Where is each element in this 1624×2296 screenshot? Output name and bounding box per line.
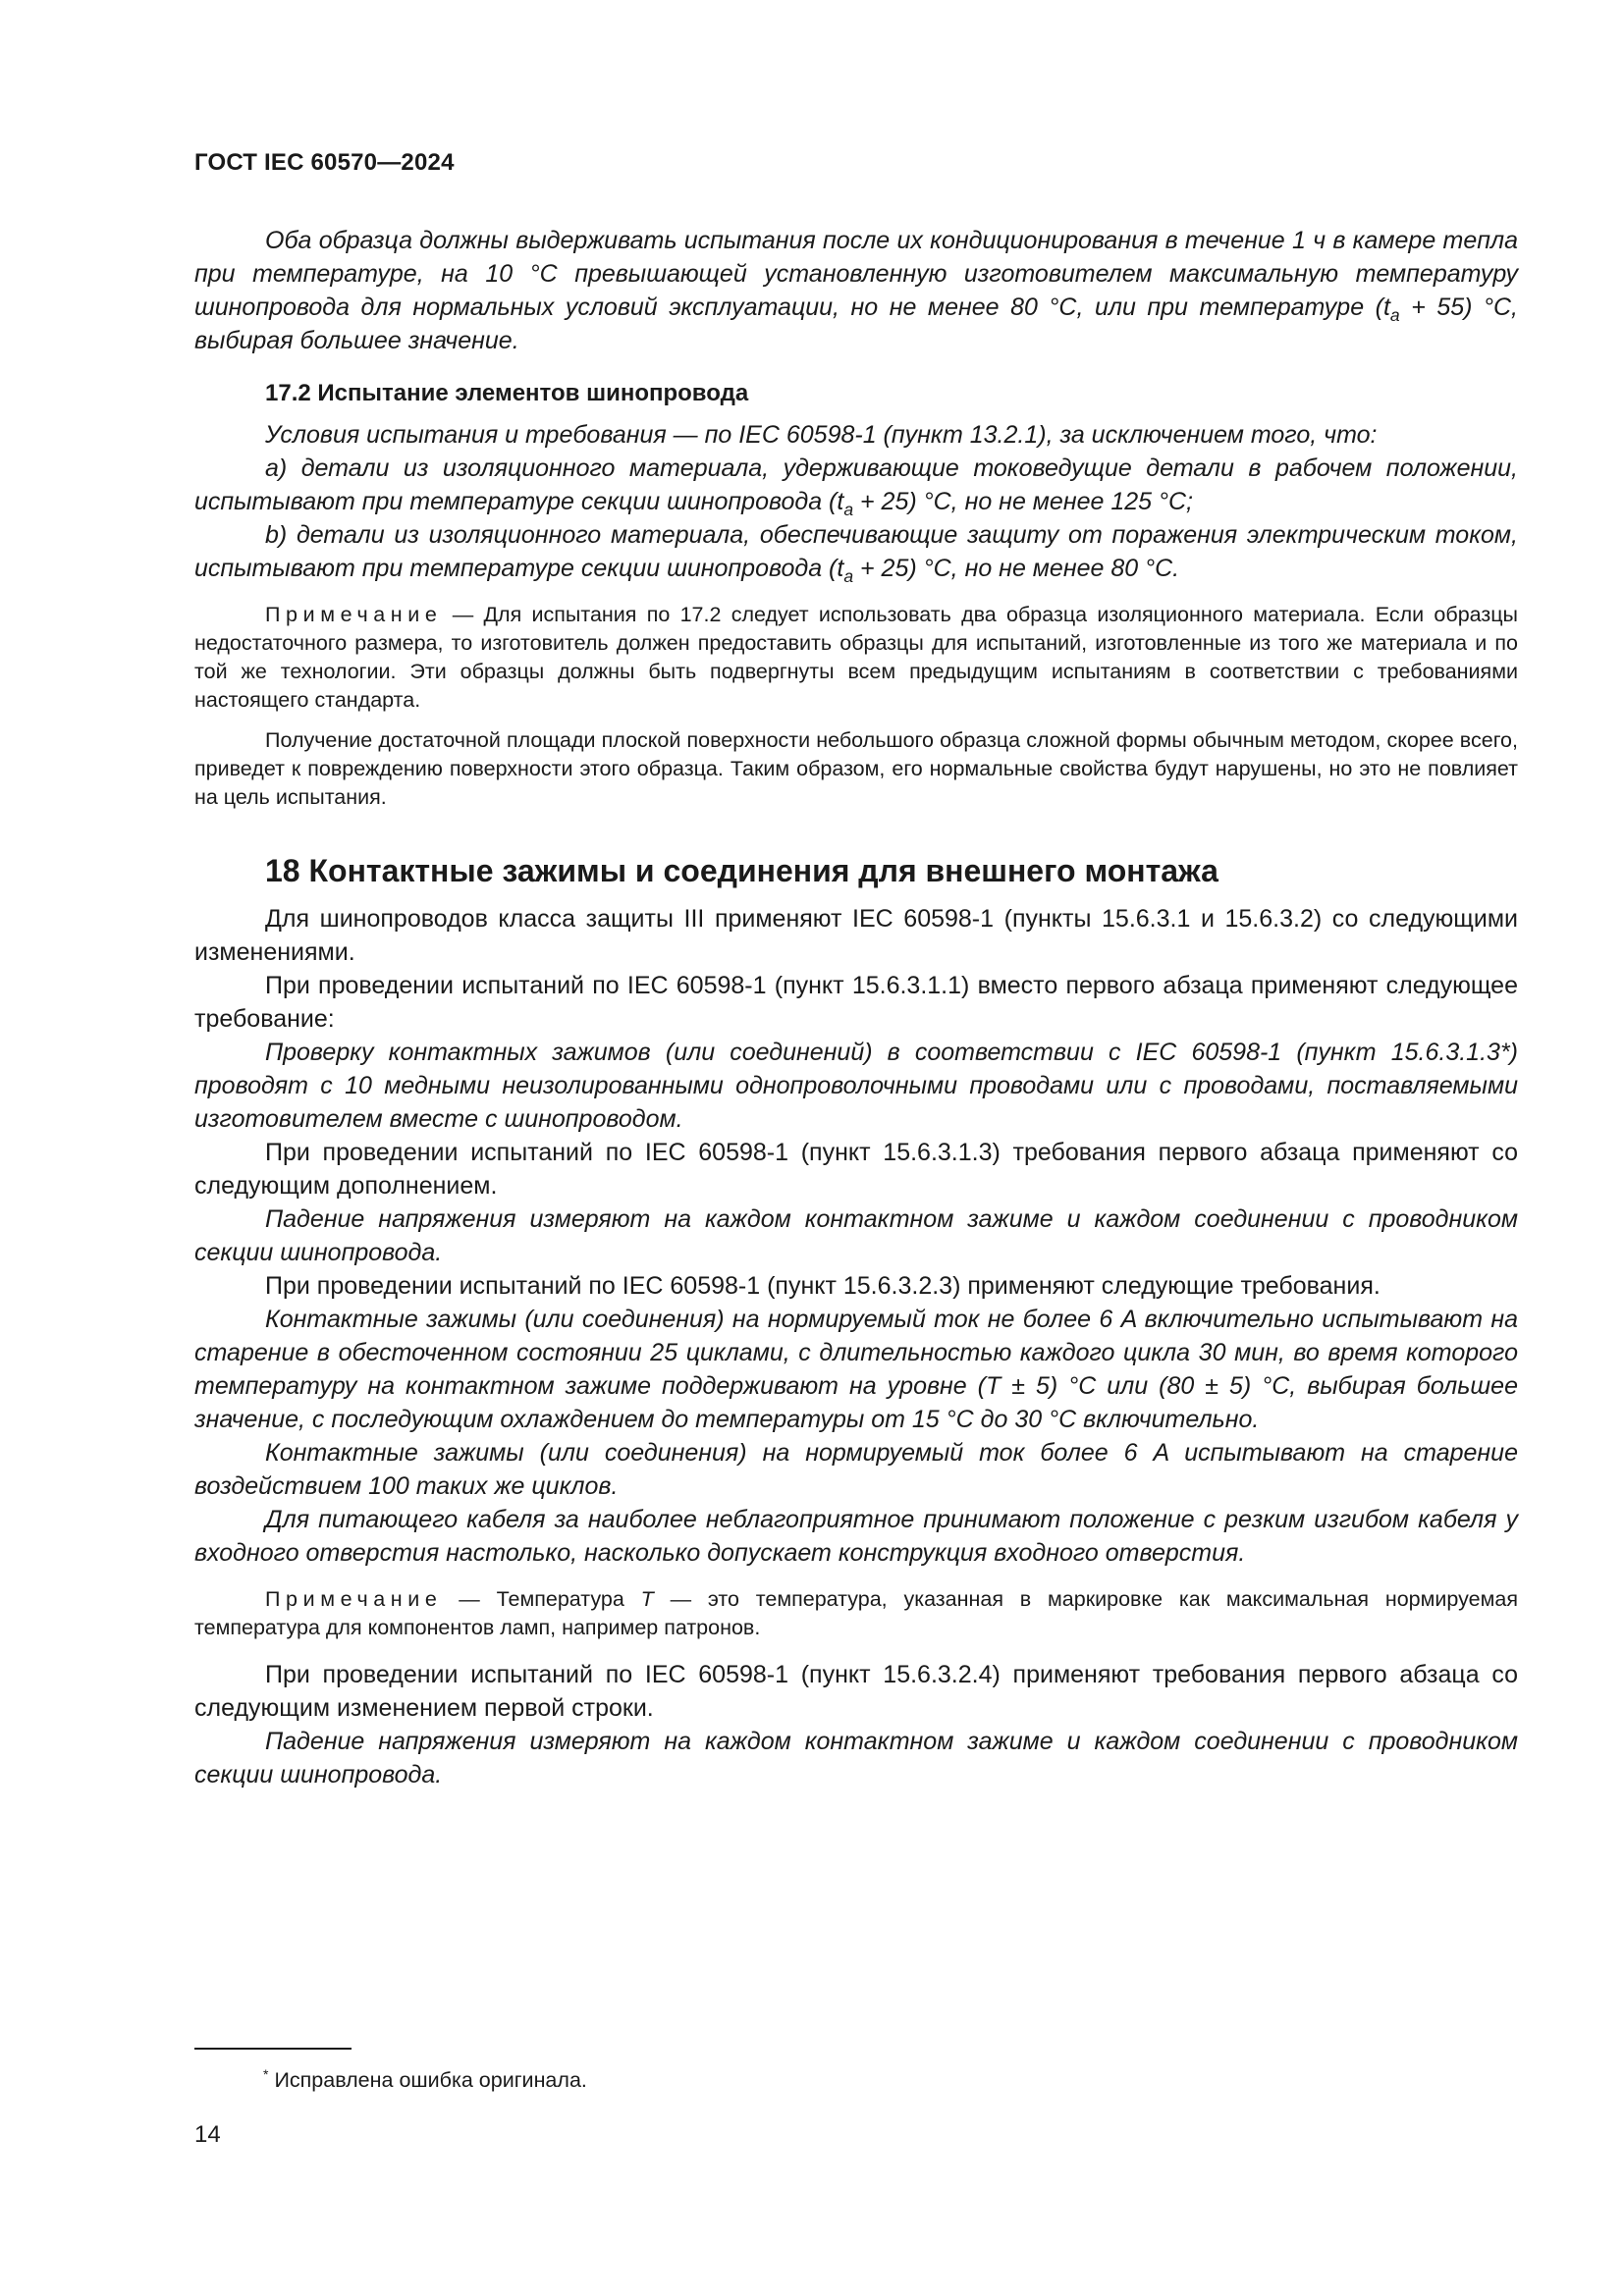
text: a) детали из изоляционного материала, удерживающие токоведущие детали в рабочем положении, испытывают при температуре секции шинопровода (t [194, 454, 1518, 515]
subscript: a [843, 500, 854, 519]
paragraph-18-7: Контактные зажимы (или соединения) на нормируемый ток не более 6 A включительно испытывают на старение в обесточенном состоянии 25 циклами, с длительностью каждого цикла 30 мин, во время которого температуру на контактном зажиме поддерживают на уровне (T ± 5) °C или (80 ± 5) °C, выбирая большее значение, с последующим охлаждением до температуры от 15 °C до 30 °C включительно. [194, 1306, 1518, 1433]
paragraph-18-11: Падение напряжения измеряют на каждом контактном зажиме и каждом соединении с проводником секции шинопровода. [194, 1728, 1518, 1789]
subsection-heading-17-2: 17.2 Испытание элементов шинопровода [265, 380, 749, 406]
paragraph-18-8: Контактные зажимы (или соединения) на нормируемый ток более 6 A испытывают на старение воздействием 100 таких же циклов. [194, 1439, 1518, 1500]
note-17-2-continuation: Получение достаточной площади плоской поверхности небольшого образца сложной формы обычным методом, скорее всего, приведет к повреждению поверхности этого образца. Таким образом, его нормальные свойства будут нарушены, но это не повлияет на цель испытания. [194, 728, 1518, 809]
note-label: Примечание [265, 603, 443, 626]
paragraph-conditioning [194, 224, 1518, 357]
note-17-2 [194, 601, 1518, 715]
note-text: — Температура [442, 1587, 641, 1611]
paragraph-18-9: Для питающего кабеля за наиболее неблагоприятное принимают положение с резким изгибом кабеля у входного отверстия настолько, насколько допускает конструкция входного отверстия. [194, 1506, 1518, 1567]
text: + 25) °C, но не менее 125 °C; [853, 488, 1193, 515]
note-text: — это температура, указанная в маркировке как максимальная нормируемая температура для компонентов ламп, например патронов. [194, 1587, 1518, 1639]
list-item-b [194, 518, 1518, 585]
paragraph-test-conditions: Условия испытания и требования — по IEC 60598-1 (пункт 13.2.1), за исключением того, что: [265, 421, 1378, 449]
page-content [194, 224, 1518, 1791]
paragraph-18-10: При проведении испытаний по IEC 60598-1 (пункт 15.6.3.2.4) применяют требования первого абзаца со следующим изменением первой строки. [194, 1661, 1518, 1722]
paragraph-18-5: Падение напряжения измеряют на каждом контактном зажиме и каждом соединении с проводником секции шинопровода. [194, 1205, 1518, 1266]
footnote-divider [194, 2048, 352, 2050]
page-number: 14 [194, 2121, 221, 2148]
text: Оба образца должны выдерживать испытания после их кондиционирования в течение 1 ч в камере тепла при температуре, на 10 °C превышающей установленную изготовителем максимальную температуру шинопровода для нормальных условий эксплуатации, но не менее 80 °C, или при температуре (t [194, 227, 1518, 321]
paragraph-18-2: При проведении испытаний по IEC 60598-1 (пункт 15.6.3.1.1) вместо первого абзаца применяют следующее требование: [194, 972, 1518, 1033]
text: b) детали из изоляционного материала, обеспечивающие защиту от поражения электрическим током, испытывают при температуре секции шинопровода (t [194, 521, 1518, 582]
paragraph-18-6: При проведении испытаний по IEC 60598-1 (пункт 15.6.3.2.3) применяют следующие требования. [265, 1272, 1380, 1300]
note-18 [194, 1585, 1518, 1642]
note-label: Примечание [265, 1587, 443, 1611]
paragraph-18-1: Для шинопроводов класса защиты III применяют IEC 60598-1 (пункты 15.6.3.1 и 15.6.3.2) со следующими изменениями. [194, 905, 1518, 966]
subscript: a [843, 566, 854, 586]
footnote-text: Исправлена ошибка оригинала. [274, 2068, 587, 2092]
subscript: a [1389, 305, 1400, 325]
text: + 55) °C, выбирая большее значение. [194, 294, 1518, 354]
footnote-marker: * [263, 2066, 269, 2082]
paragraph-18-4: При проведении испытаний по IEC 60598-1 (пункт 15.6.3.1.3) требования первого абзаца применяют со следующим дополнением. [194, 1139, 1518, 1200]
text: + 25) °C, но не менее 80 °C. [853, 555, 1180, 582]
document-code-header: ГОСТ IEC 60570—2024 [194, 149, 455, 176]
paragraph-18-3: Проверку контактных зажимов (или соединений) в соответствии с IEC 60598-1 (пункт 15.6.3.1.3*) проводят с 10 медными неизолированными однопроволочными проводами или с проводами, поставляемыми изготовителем вместе с шинопроводом. [194, 1039, 1518, 1133]
note-text: — Для испытания по 17.2 следует использовать два образца изоляционного материала. Если образцы недостаточного размера, то изготовитель должен предоставить образцы для испытаний, изготовленные из того же материала и по той же технологии. Эти образцы должны быть подвергнуты всем предыдущим испытаниям в соответствии с требованиями настоящего стандарта. [194, 603, 1518, 712]
section-heading-18: 18 Контактные зажимы и соединения для внешнего монтажа [265, 853, 1218, 888]
footnote [263, 2059, 587, 2095]
list-item-a [194, 452, 1518, 518]
note-variable: T [640, 1587, 654, 1611]
